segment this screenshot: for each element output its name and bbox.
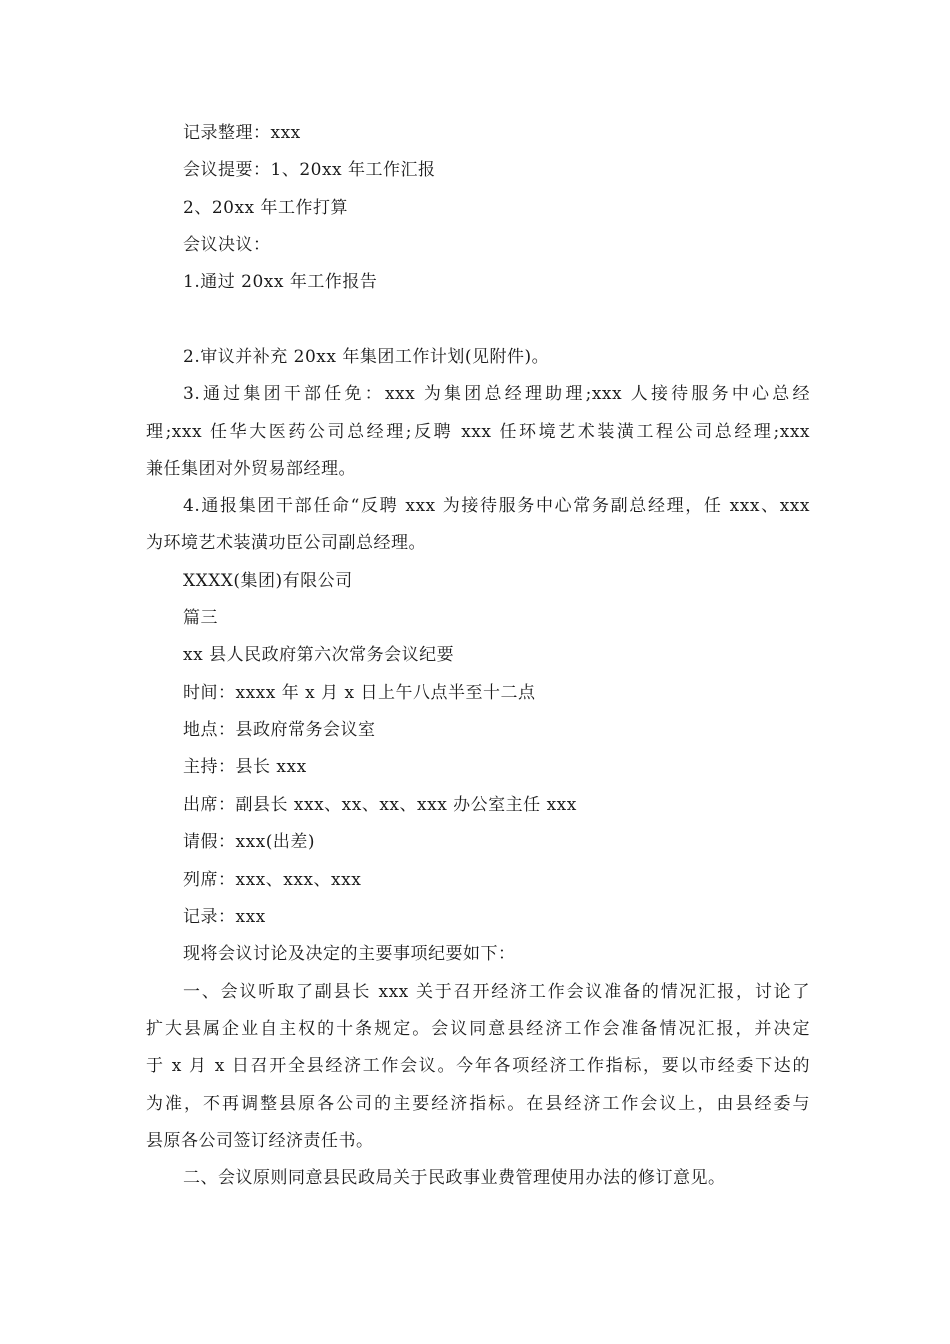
text-line-agenda-2: 2、20xx 年工作打算 xyxy=(183,198,349,218)
text-line-location: 地点：县政府常务会议室 xyxy=(183,720,376,740)
text-line-item2: 二、会议原则同意县民政局关于民政事业费管理使用办法的修订意见。 xyxy=(183,1168,726,1188)
text-line-item1-d: 为准，不再调整县原各公司的主要经济指标。在县经济工作会议上，由县经委与 xyxy=(146,1094,810,1114)
text-line-attendees: 出席：副县长 xxx、xx、xx、xxx 办公室主任 xxx xyxy=(183,795,577,815)
text-line-resolution-3b: 理;xxx 任华大医药公司总经理;反聘 xxx 任环境艺术装潢工程公司总经理;xxx xyxy=(146,422,810,442)
text-line-agenda-1: 会议提要：1、20xx 年工作汇报 xyxy=(183,160,436,180)
text-line-item1-a: 一、会议听取了副县长 xxx 关于召开经济工作会议准备的情况汇报，讨论了 xyxy=(183,982,810,1002)
text-line-resolution-1: 1.通过 20xx 年工作报告 xyxy=(183,272,378,292)
text-line-summary-intro: 现将会议讨论及决定的主要事项纪要如下： xyxy=(183,944,516,964)
text-line-resolution-2: 2.审议并补充 20xx 年集团工作计划(见附件)。 xyxy=(183,347,550,367)
text-line-resolution-3a: 3.通过集团干部任免：xxx 为集团总经理助理;xxx 人接待服务中心总经 xyxy=(183,384,810,404)
text-line-company: XXXX(集团)有限公司 xyxy=(183,571,353,591)
text-line-record: 记录：xxx xyxy=(183,907,266,927)
text-line-resolution-3c: 兼任集团对外贸易部经理。 xyxy=(146,459,356,479)
text-line-resolution-4b: 为环境艺术装潢功臣公司副总经理。 xyxy=(146,533,426,553)
minutes-title: xx 县人民政府第六次常务会议纪要 xyxy=(183,645,455,665)
text-line-observers: 列席：xxx、xxx、xxx xyxy=(183,870,362,890)
text-line-host: 主持：县长 xxx xyxy=(183,757,307,777)
section-heading: 篇三 xyxy=(183,608,218,628)
text-line-item1-c: 于 x 月 x 日召开全县经济工作会议。今年各项经济工作指标，要以市经委下达的 xyxy=(146,1056,810,1076)
text-line-resolution-4a: 4.通报集团干部任命“反聘 xxx 为接待服务中心常务副总经理，任 xxx、xxx xyxy=(183,496,810,516)
text-line-item1-b: 扩大县属企业自主权的十条规定。会议同意县经济工作会准备情况汇报，并决定 xyxy=(146,1019,810,1039)
text-line-item1-e: 县原各公司签订经济责任书。 xyxy=(146,1131,374,1151)
text-line-resolution-heading: 会议决议： xyxy=(183,235,271,255)
text-line-time: 时间：xxxx 年 x 月 x 日上午八点半至十二点 xyxy=(183,683,536,703)
text-line-leave: 请假：xxx(出差) xyxy=(183,832,316,852)
text-line-recorder: 记录整理：xxx xyxy=(183,123,301,143)
